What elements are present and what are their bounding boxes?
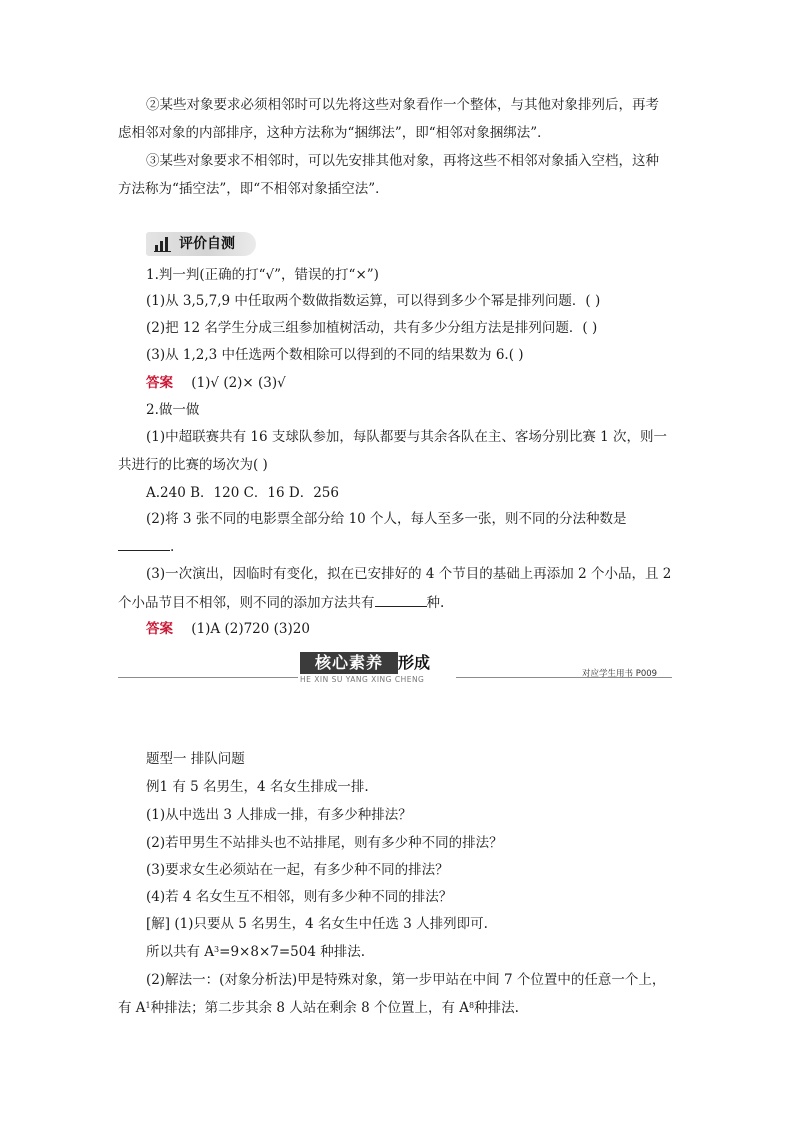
section-title: 评价自测 bbox=[179, 236, 235, 252]
section-badge bbox=[146, 232, 256, 256]
answer-label: 答案 bbox=[146, 621, 173, 637]
type-title: 题型一 排队问题 bbox=[146, 751, 245, 767]
question-title: 1.判一判(正确的打“√”，错误的打“×”) bbox=[146, 267, 379, 283]
intro-line: ③某些对象要求不相邻时，可以先安排其他对象，再将这些不相邻对象插入空档，这种 bbox=[146, 153, 659, 169]
answer-blank bbox=[118, 536, 170, 551]
bar-chart-icon bbox=[154, 236, 172, 252]
question-options: A.240 B．120 C．16 D．256 bbox=[146, 485, 339, 501]
example-title: 例1 有 5 名男生，4 名女生排成一排. bbox=[146, 779, 369, 795]
question-item: (1)从 3,5,7,9 中任取两个数做指数运算，可以得到多少个幂是排列问题．( ) bbox=[146, 293, 601, 309]
example-question: (4)若 4 名女生互不相邻，则有多少种不同的排法？ bbox=[146, 889, 453, 905]
example-question: (2)若甲男生不站排头也不站排尾，则有多少种不同的排法？ bbox=[146, 835, 503, 851]
banner-main: 核心素养 bbox=[300, 652, 398, 674]
question-item: . bbox=[118, 536, 174, 556]
answer-row bbox=[146, 620, 310, 638]
question-item: (2)把 12 名学生分成三组参加植树活动，共有多少分组方法是排列问题．( ) bbox=[146, 320, 598, 336]
example-question: (3)要求女生必须站在一起，有多少种不同的排法？ bbox=[146, 862, 449, 878]
question-title: 2.做一做 bbox=[146, 402, 200, 418]
question-item: (1)中超联赛共有 16 支球队参加，每队都要与其余各队在主、客场分别比赛 1 次，则一 bbox=[146, 429, 668, 445]
solution-line: 所以共有 $A^3=9\times 8\times 7=504$ 种排法. bbox=[146, 944, 366, 960]
answer-blank bbox=[375, 592, 427, 607]
solution-line: (2)解法一：(对象分析法)甲是特殊对象，第一步甲站在中间 7 个位置中的任意一个上， bbox=[146, 972, 666, 988]
question-item: (3)从 1,2,3 中任选两个数相除可以得到的不同的结果数为 6.( ) bbox=[146, 347, 524, 363]
solution-line: [解] (1)只要从 5 名男生，4 名女生中任选 3 人排列即可. bbox=[146, 916, 488, 932]
answer-label: 答案 bbox=[146, 375, 173, 391]
solution-line: 有 $A^1$种排法；第二步其余 8 人站在剩余 8 个位置上，有 $A^8$种排法. bbox=[118, 1000, 519, 1016]
question-item: (3)一次演出，因临时有变化，拟在已安排好的 4 个节目的基础上再添加 2 个小品，且 2 bbox=[146, 566, 672, 582]
banner-pinyin: HE XIN SU YANG XING CHENG bbox=[300, 675, 425, 684]
intro-line: 方法称为“插空法”，即“不相邻对象插空法”． bbox=[118, 181, 389, 197]
answer-value: (1)√ (2)× (3)√ bbox=[191, 375, 286, 391]
answer-row bbox=[146, 374, 286, 392]
intro-line: 虑相邻对象的内部排序，这种方法称为“捆绑法”，即“相邻对象捆绑法”． bbox=[118, 125, 551, 141]
question-item: (2)将 3 张不同的电影票全部分给 10 个人，每人至多一张，则不同的分法种数是 bbox=[146, 511, 627, 527]
intro-line: ②某些对象要求必须相邻时可以先将这些对象看作一个整体，与其他对象排列后，再考 bbox=[146, 97, 659, 113]
banner-tail: 形成 bbox=[398, 653, 431, 672]
question-item: 个小品节目不相邻，则不同的添加方法共有 种. bbox=[118, 592, 444, 612]
banner-divider bbox=[118, 677, 298, 678]
example-question: (1)从中选出 3 人排成一排，有多少种排法？ bbox=[146, 807, 412, 823]
banner-page-ref: 对应学生用书 P009 bbox=[582, 669, 658, 679]
answer-value: (1)A (2)720 (3)20 bbox=[191, 621, 310, 637]
question-item: 共进行的比赛的场次为( ) bbox=[118, 457, 268, 473]
